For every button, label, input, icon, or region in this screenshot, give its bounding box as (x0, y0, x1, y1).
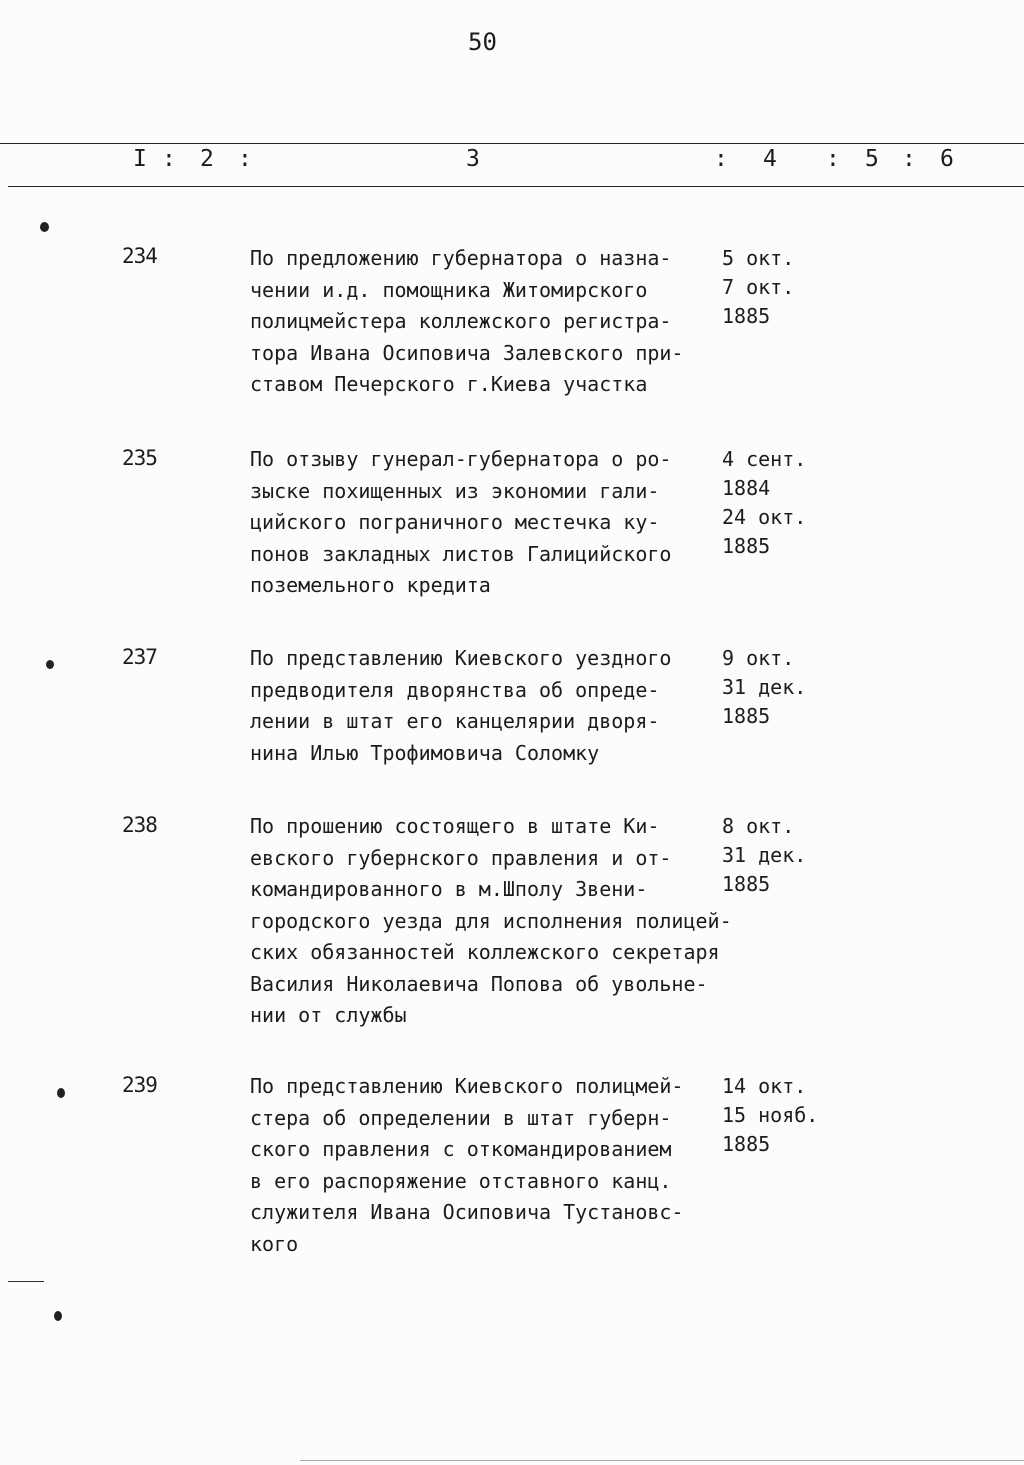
entry-dates: 14 окт. 15 нояб. 1885 (722, 1074, 819, 1156)
entry-number: 234 (122, 244, 157, 268)
margin-dot (54, 1311, 62, 1321)
entry-number: 237 (122, 645, 157, 669)
entry-dates: 8 окт. 31 дек. 1885 (722, 814, 807, 896)
header-top-rule (0, 143, 1024, 144)
column-header-2: 2 (200, 146, 215, 172)
column-separator: : (238, 146, 253, 172)
margin-dot (46, 660, 54, 669)
entry-description: По предложению губернатора о назна- чении и.д. помощника Житомирского полицмейстера коллежского регистра- тора Ивана Осиповича Залевского при- ставом Печерского г.Киева участка (250, 246, 684, 396)
column-header-4: 4 (763, 146, 778, 172)
entry-description: По отзыву гунерал-губернатора о ро- зыске похищенных из экономии гали- цийского пограничного местечка ку- понов закладных листов Галицийского поземельного кредита (250, 447, 672, 597)
margin-dash (8, 1281, 44, 1282)
column-header-1: I (133, 146, 148, 172)
entry-number: 239 (122, 1073, 157, 1097)
column-header-6: 6 (940, 146, 955, 172)
column-separator: : (714, 146, 729, 172)
entry-description: По представлению Киевского полицмей- стера об определении в штат губерн- ского правления с откомандированием в его распоряжение отставного канц. служителя Ивана Осиповича Тустановс- кого (250, 1074, 684, 1256)
column-separator: : (826, 146, 841, 172)
margin-dot (57, 1088, 65, 1098)
margin-dot (40, 222, 49, 232)
column-header-5: 5 (865, 146, 880, 172)
column-separator: : (902, 146, 917, 172)
entry-number: 235 (122, 446, 157, 470)
page-bottom-rule (300, 1460, 1024, 1461)
entry-description: По представлению Киевского уездного предводителя дворянства об опреде- лении в штат его канцелярии дворя- нина Илью Трофимовича Соломку (250, 646, 672, 765)
entry-dates: 9 окт. 31 дек. 1885 (722, 646, 807, 728)
header-bottom-rule (8, 186, 1024, 187)
entry-dates: 4 сент. 1884 24 окт. 1885 (722, 447, 807, 558)
entry-number: 238 (122, 813, 157, 837)
column-separator: : (162, 146, 177, 172)
entry-description: По прошению состоящего в штате Ки- евского губернского правления и от- командированного в м.Шполу Звени- городского уезда для исполнения полицей- ских обязанностей коллежского секретаря Василия Николаевича Попова об увольне- нии от службы (250, 814, 732, 1027)
page-number: 50 (468, 28, 497, 56)
column-header-3: 3 (466, 146, 481, 172)
entry-dates: 5 окт. 7 окт. 1885 (722, 246, 795, 328)
